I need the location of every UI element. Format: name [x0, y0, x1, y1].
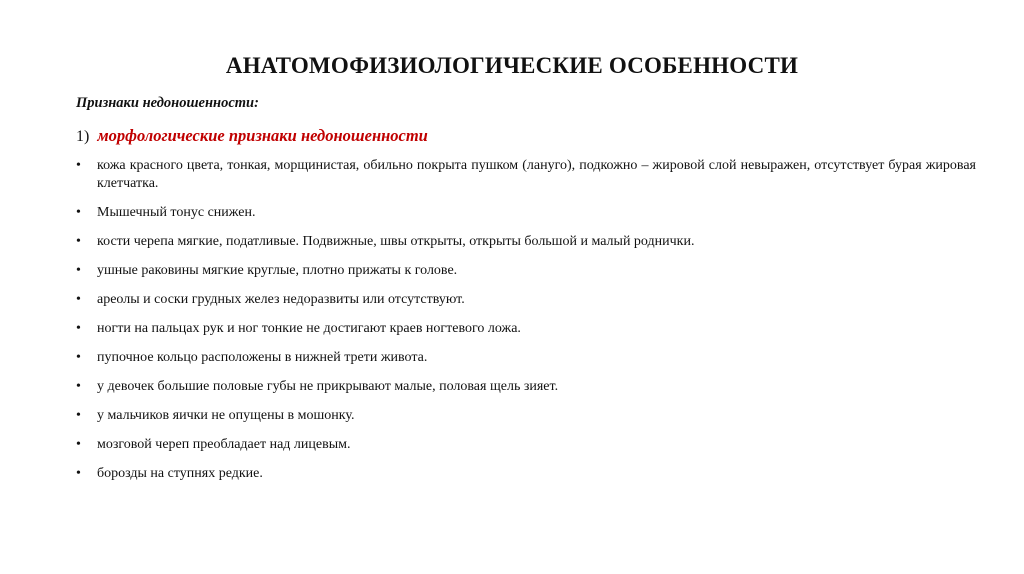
list-item	[76, 157, 976, 193]
item-text: Мышечный тонус снижен.	[97, 205, 256, 220]
item-text: мозговой череп преобладает над лицевым.	[97, 437, 351, 452]
item-text: ушные раковины мягкие круглые, плотно прижаты к голове.	[97, 263, 458, 278]
bullet-icon: •	[76, 321, 81, 336]
bullet-icon: •	[76, 158, 81, 173]
bullet-icon: •	[76, 350, 81, 365]
bullet-icon: •	[76, 234, 81, 249]
bullet-icon: •	[76, 205, 81, 220]
item-text: у мальчиков яички не опущены в мошонку.	[97, 408, 355, 423]
signs-list	[76, 157, 976, 494]
item-text: ногти на пальцах рук и ног тонкие не достигают краев ногтевого ложа.	[97, 321, 521, 336]
bullet-icon: •	[76, 408, 81, 423]
subtitle: Признаки недоношенности:	[76, 95, 259, 111]
list-item	[76, 349, 976, 367]
list-item	[76, 262, 976, 280]
list-item	[76, 233, 976, 251]
list-item	[76, 407, 976, 425]
bullet-icon: •	[76, 263, 81, 278]
bullet-icon: •	[76, 379, 81, 394]
item-text: ареолы и соски грудных желез недоразвиты или отсутствуют.	[97, 292, 465, 307]
section-label: морфологические признаки недоношенности	[97, 126, 428, 145]
list-item	[76, 465, 976, 483]
list-item	[76, 204, 976, 222]
list-item	[76, 291, 976, 309]
item-text: у девочек большие половые губы не прикрывают малые, половая щель зияет.	[97, 379, 559, 394]
item-text: борозды на ступнях редкие.	[97, 466, 263, 481]
list-item	[76, 378, 976, 396]
slide-title: АНАТОМОФИЗИОЛОГИЧЕСКИЕ ОСОБЕННОСТИ	[225, 53, 799, 78]
bullet-icon: •	[76, 466, 81, 481]
bullet-icon: •	[76, 437, 81, 452]
list-item	[76, 320, 976, 338]
bullet-icon: •	[76, 292, 81, 307]
list-item	[76, 436, 976, 454]
item-text: кожа красного цвета, тонкая, морщинистая, обильно покрыта пушком (лануго), подкожно – жировой слой невыражен, отсутствует бурая жировая клетчатка.	[97, 158, 976, 191]
item-text: кости черепа мягкие, податливые. Подвижные, швы открыты, открыты большой и малый роднички.	[97, 234, 695, 249]
section-heading	[76, 126, 428, 146]
section-number: 1)	[76, 128, 90, 145]
item-text: пупочное кольцо расположены в нижней трети живота.	[97, 350, 428, 365]
